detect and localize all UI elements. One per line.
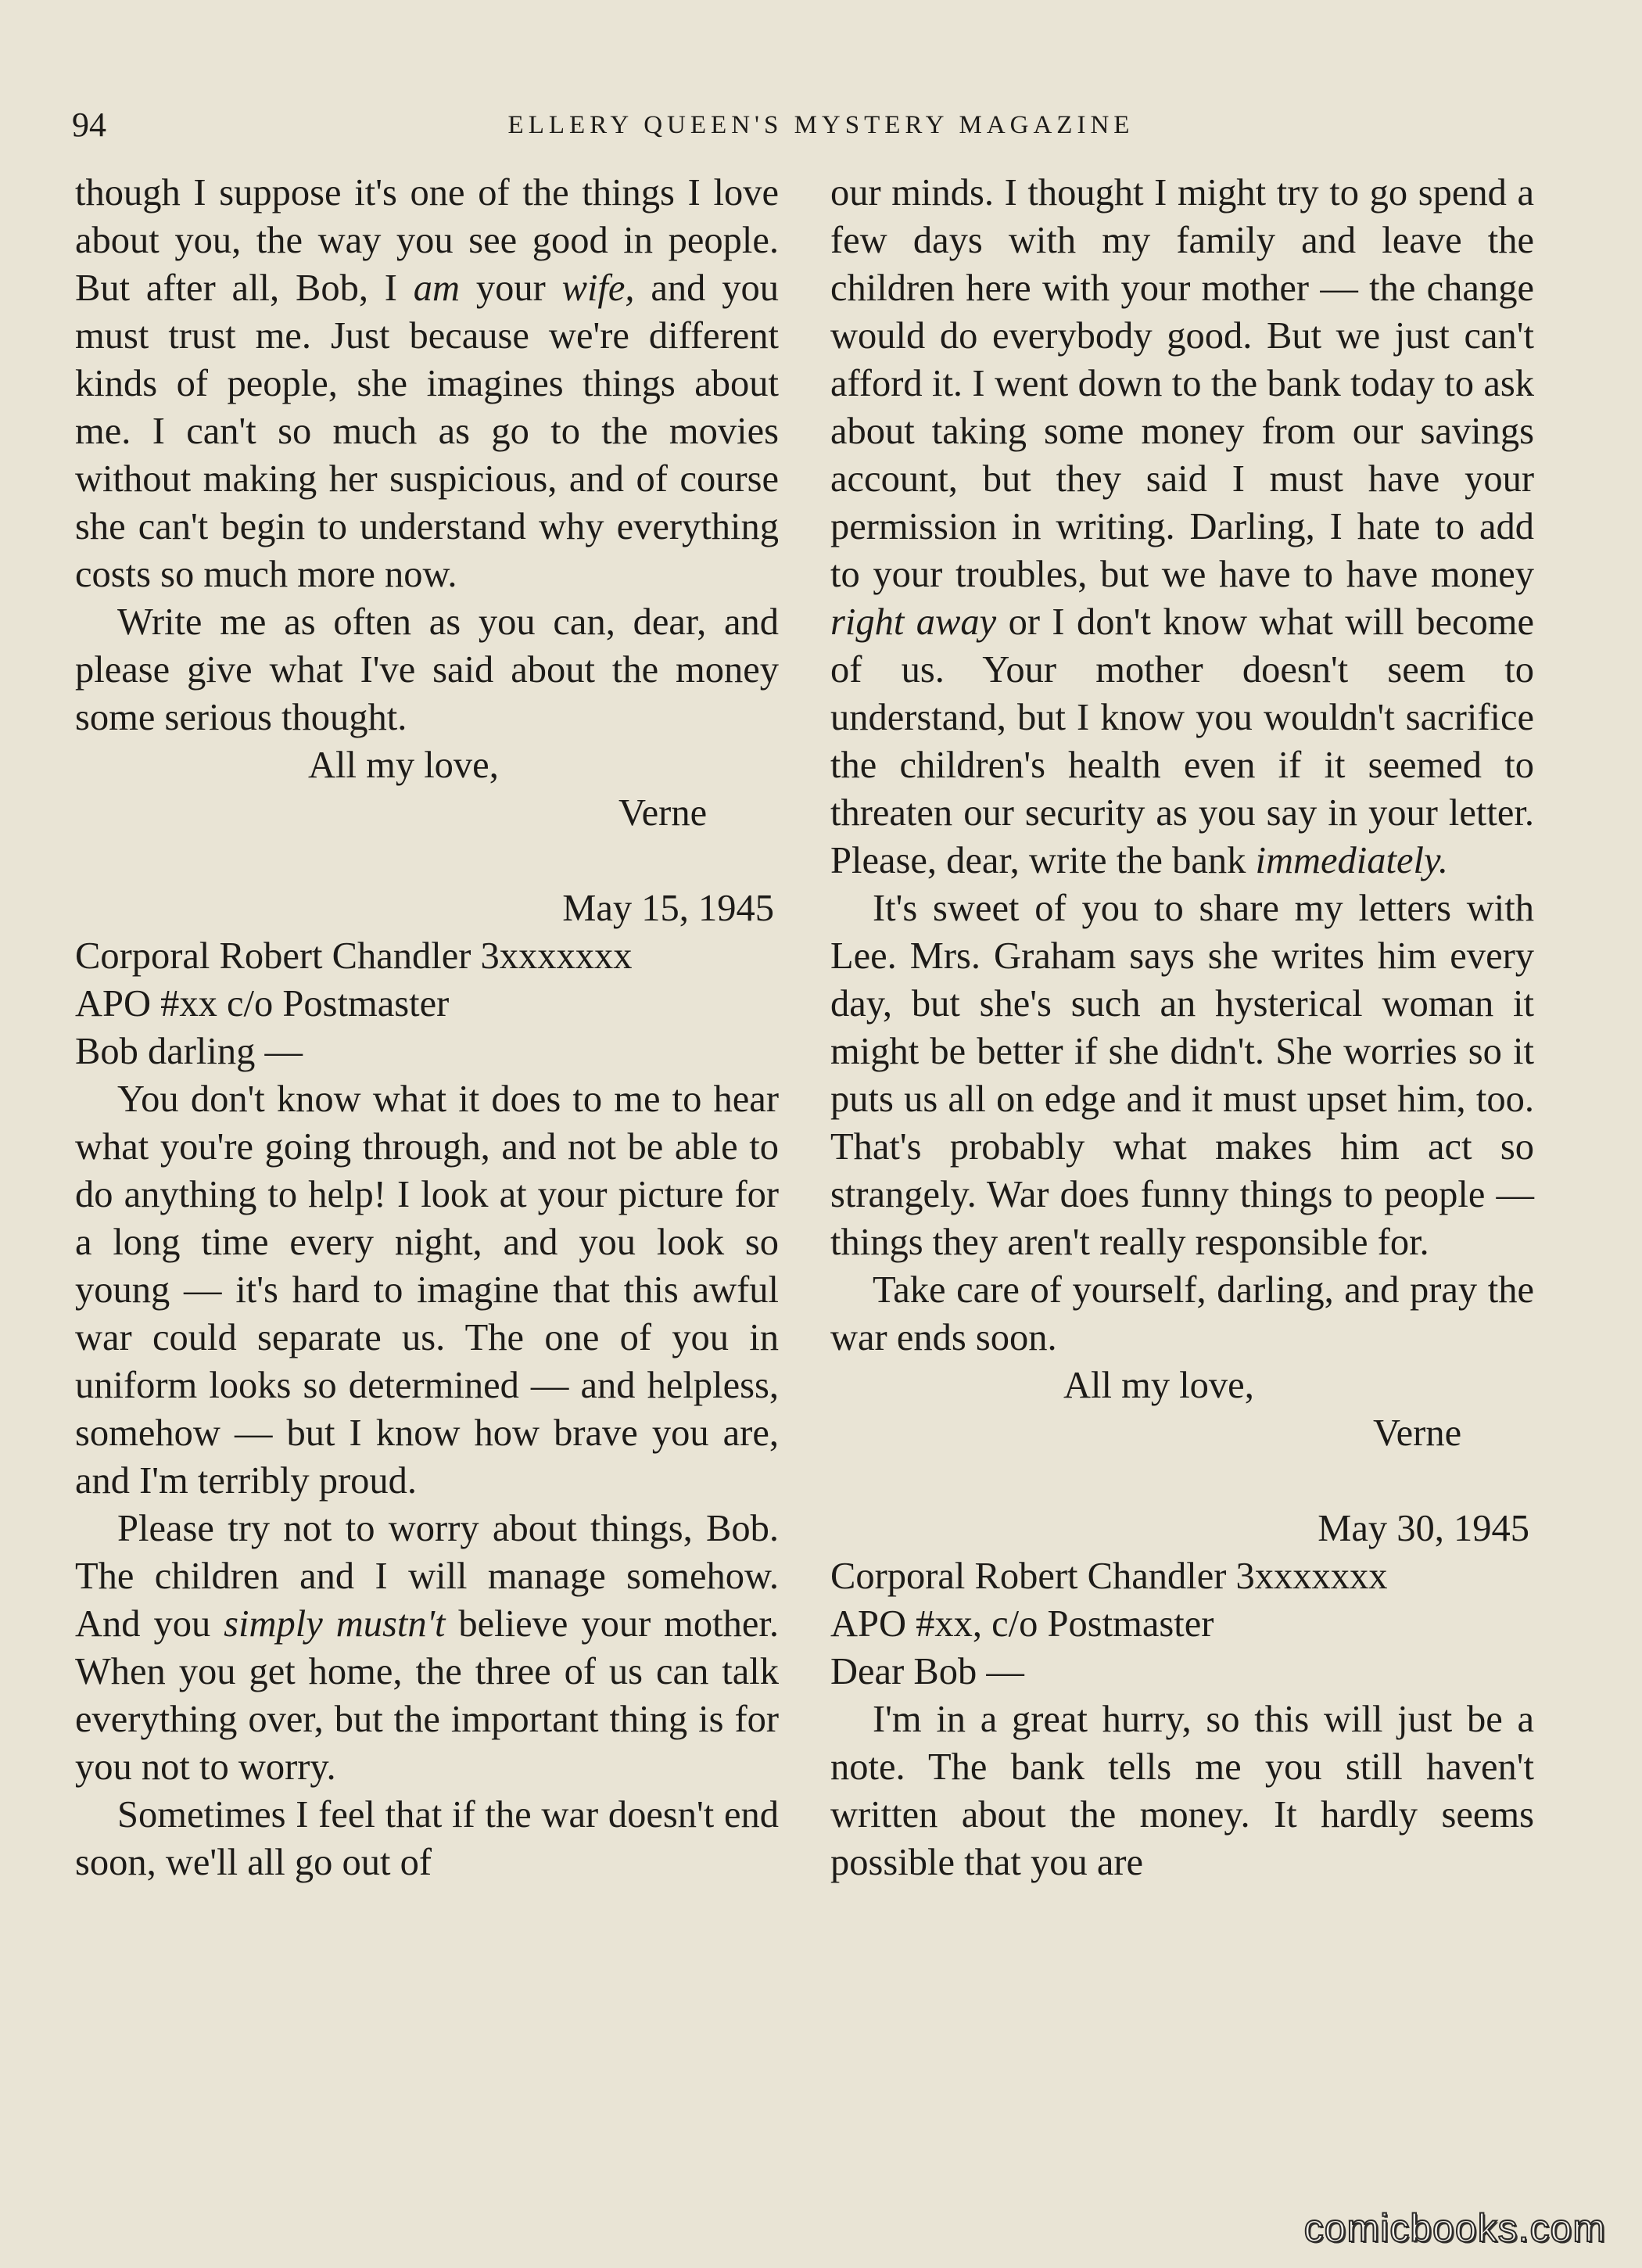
emphasis: am — [413, 267, 461, 309]
letter-date: May 15, 1945 — [562, 888, 774, 929]
text-run: though I suppose it's one of the things I love about you, the way you see good in people. But after all, Bob, I — [75, 172, 779, 309]
spacer — [830, 1457, 1534, 1505]
letter-salutation: Dear Bob — — [830, 1651, 1024, 1692]
text-run: and you must trust me. Just because we're different kinds of people, she imagines things about me. I can't so much as go to the movies without making her suspicious, and of course she can't begin to understand why everything costs so much more now. — [75, 267, 779, 595]
letter-closing: All my love, — [1063, 1365, 1254, 1406]
paragraph: It's sweet of you to share my letters with Lee. Mrs. Graham says she writes him every day, but she's such an hysterical woman it might be better if she didn't. She worries so it puts us all on edge and it must upset him, too. That's probably what makes him act so strangely. War does funny things to people — things they aren't really responsible for. — [830, 888, 1534, 1263]
spacer — [75, 837, 779, 885]
right-column — [830, 169, 1534, 1886]
running-head: ELLERY QUEEN'S MYSTERY MAGAZINE — [507, 111, 1135, 139]
text-run: your — [460, 267, 562, 309]
paragraph: I'm in a great hurry, so this will just be a note. The bank tells me you still haven't written about the money. It hardly seems possible that you are — [830, 1699, 1534, 1883]
letter-signature: Verne — [618, 792, 708, 834]
letter-salutation: Bob darling — — [75, 1031, 303, 1072]
paragraph: You don't know what it does to me to hear what you're going through, and not be able to do anything to help! I look at your picture for a long time every night, and you look so young — it's hard to imagine that this awful war could separate us. The one of you in uniform looks so determined — and helpless, somehow — but I know how brave you are, and I'm terribly proud. — [75, 1078, 779, 1502]
emphasis: simply mustn't — [224, 1603, 446, 1645]
text-run: believe your mother. When you get home, the three of us can talk everything over, but the important thing is for you not to worry. — [75, 1603, 779, 1788]
paragraph — [75, 169, 779, 598]
letter-address-line: Corporal Robert Chandler 3xxxxxxx — [830, 1556, 1388, 1597]
paragraph: Write me as often as you can, dear, and please give what I've said about the money some serious thought. — [75, 601, 779, 738]
text-run: Please try not to worry about things, Bob. The children and I will manage somehow. And you — [75, 1508, 779, 1645]
paragraph: Sometimes I feel that if the war doesn't end soon, we'll all go out of — [75, 1794, 779, 1883]
emphasis: wife, — [561, 267, 635, 309]
letter-closing: All my love, — [308, 745, 499, 786]
emphasis: immediately. — [1255, 840, 1448, 881]
letter-address-line: APO #xx, c/o Postmaster — [830, 1603, 1214, 1645]
text-run: our minds. I thought I might try to go spend a few days with my family and leave the children here with your mother — the change would do everybody good. But we just can't afford it. I went down to the bank today to ask about taking some money from our savings account, but they said I must have your permission in writing. Darling, I hate to add to your troubles, but we have to have money — [830, 172, 1534, 595]
site-watermark: comicbooks.com — [1303, 2206, 1606, 2250]
letter-date: May 30, 1945 — [1318, 1508, 1529, 1549]
left-column — [75, 169, 779, 1886]
page-header — [72, 100, 1570, 147]
page-number: 94 — [72, 106, 106, 144]
letter-address-line: Corporal Robert Chandler 3xxxxxxx — [75, 935, 633, 977]
emphasis: right away — [830, 601, 997, 643]
text-run: or I don't know what will become of us. Your mother doesn't seem to understand, but I know you wouldn't sacrifice the children's health even if it seemed to threaten our security as you say in your letter. Please, dear, write the bank — [830, 601, 1534, 881]
letter-signature: Verne — [1373, 1412, 1462, 1454]
paragraph: Take care of yourself, darling, and pray the war ends soon. — [830, 1269, 1534, 1358]
letter-address-line: APO #xx c/o Postmaster — [75, 983, 450, 1025]
paragraph — [75, 1505, 779, 1791]
paragraph — [830, 169, 1534, 885]
